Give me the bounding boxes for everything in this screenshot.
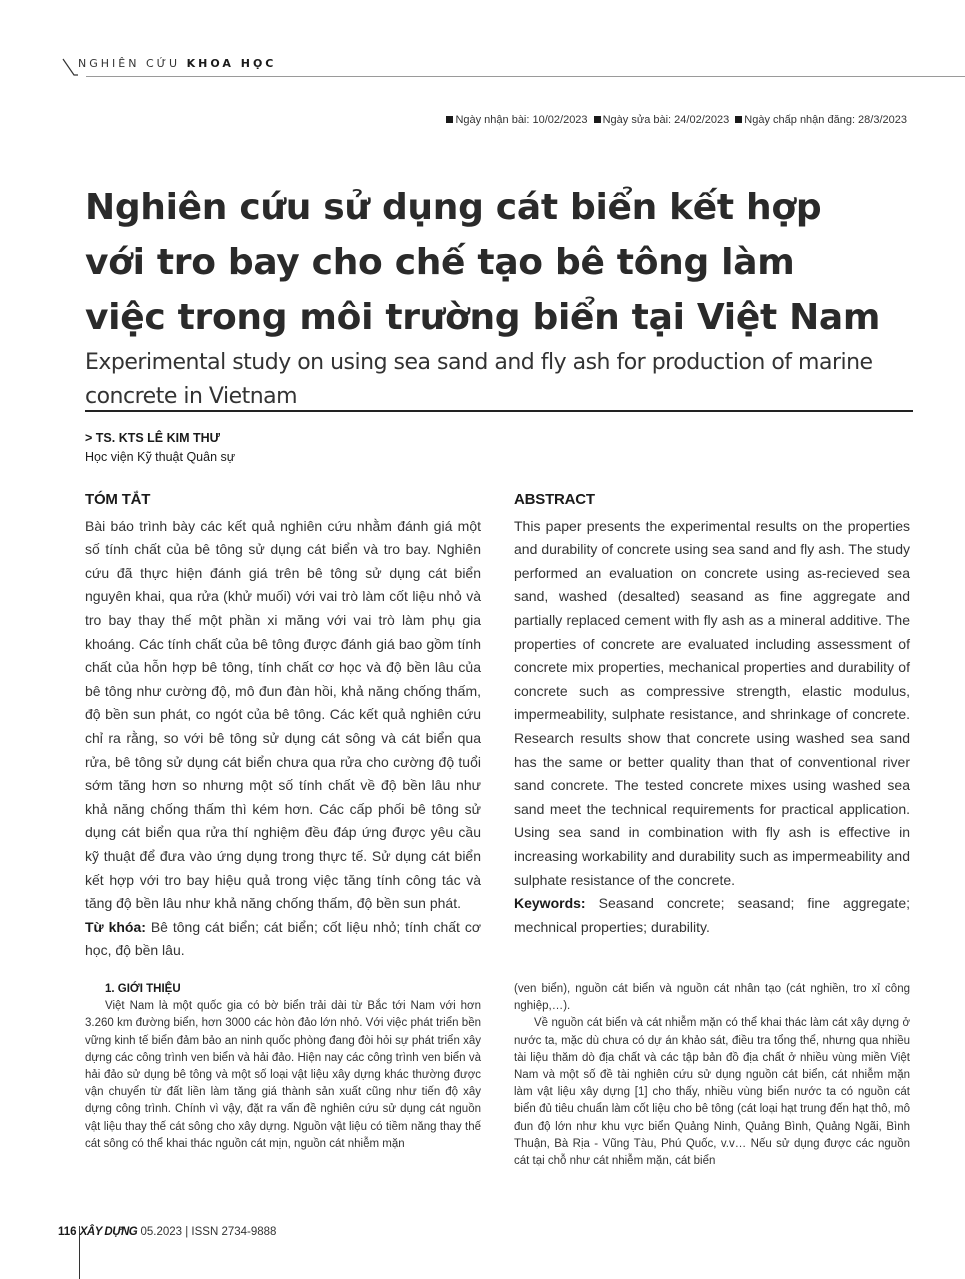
section-heading: 1. GIỚI THIỆU <box>105 983 181 995</box>
keywords-vi-label: Từ khóa: <box>85 918 146 935</box>
section-marker-icon <box>62 58 78 76</box>
abstract-english <box>514 488 910 939</box>
bullet-square-icon <box>446 116 453 123</box>
title-vietnamese: Nghiên cứu sử dụng cát biển kết hợp với tro bay cho chế tạo bê tông làm việc trong môi trường biển tại Việt Nam <box>85 187 881 338</box>
body-paragraph: Việt Nam là một quốc gia có bờ biển trải dài từ Bắc tới Nam với hơn 3.260 km đường biển, hơn 3000 các hòn đảo lớn nhỏ. Với việc phát triển bền vững kinh tế biển đảm bảo an ninh quốc phòng đang đòi hỏi sự phát triển xây dựng các công trình ven biển và hải đảo. Hiện nay các công trình ven biển và hải đảo sử dụng bê tông và một số loại vật liệu xây dựng khác thường được vận chuyển từ đất liền làm tăng giá thành sản xuất cũng như tiến độ xây dựng công trình. Chính vì vậy, đặt ra vấn đề nghiên cứu sử dụng cát nguồn vật liệu thay thế cát sông cho xây dựng. Nguồn vật liệu có tiềm năng thay thế cát sông có thể khai thác nguồn cát mịn, nguồn cát nhiễm mặn <box>85 1000 481 1150</box>
accepted-date: Ngày chấp nhận đăng: 28/3/2023 <box>744 114 907 126</box>
journal-logo: XÂY DỰNG <box>79 1226 138 1238</box>
abstract-vietnamese <box>85 488 481 963</box>
body-paragraph-continued: (ven biển), nguồn cát biển và nguồn cát nhân tạo (cát nghiền, tro xỉ công nghiệp,…). <box>514 983 910 1013</box>
bullet-square-icon <box>735 116 742 123</box>
keywords-en-text: Seasand concrete; seasand; fine aggregate; mechnical properties; durability. <box>514 895 910 935</box>
abstract-en-heading: ABSTRACT <box>514 491 595 508</box>
abstract-vi-text: Bài báo trình bày các kết quả nghiên cứu nhằm đánh giá một số tính chất của bê tông sử dụng cát biển và tro bay. Nghiên cứu đã thực hiện đánh giá trên bê tông sử dụng cát biển nguyên khai, qua rửa (khử muối) với vai trò làm cốt liệu nhỏ và tro bay thay thế một phần xi măng với vai trò làm phụ gia khoáng. Các tính chất của bê tông được đánh giá bao gồm tính chất của hỗn hợp bê tông, tính chất cơ học và độ bền lâu của bê tông như cường độ, mô đun đàn hồi, khả năng chống thấm, độ bền sun phát, co ngót của bê tông. Các kết quả nghiên cứu chỉ ra rằng, so với bê tông sử dụng cát sông và cát biển qua rửa, bê tông sử dụng cát biển chưa qua rửa cho cường độ tuổi sớm tăng hơn so nhưng một số tính chất về độ bền lâu như khả năng chống thấm thì kém hơn. Các cấp phối bê tông sử dụng cát biển qua rửa thí nghiệm đều đáp ứng được yêu cầu kỹ thuật để đưa vào ứng dụng trong thực tế. Sử dụng cát biển kết hợp với tro bay hiệu quả trong việc tăng tính công tác và tăng độ bền lâu như khả năng chống thấm, độ bền sun phát. <box>85 517 481 912</box>
abstract-en-text: This paper presents the experimental results on the properties and durability of concrete using sea sand and fly ash. The study performed an evaluation on concrete using as-recieved sea sand, washed (desalted) seasand as fine aggregate and partially replaced cement with fly ash as a mineral additive. The properties of concrete are evaluated including assessment of concrete mix properties, mechanical properties and durability of concrete such as compressive strength, elastic modulus, impermeability, sulphate resistance, and shrinkage of concrete. Research results show that concrete using washed sea sand has the same or better quality than that of conventional river sand concrete. The tested concrete mixes using washed sea sand meet the technical requirements for practical application. Using sea sand in combination with fly ash is effective in increasing workability and durability such as impermeability and sulphate resistance of the concrete. <box>514 517 910 888</box>
abstract-vi-heading: TÓM TẮT <box>85 491 151 508</box>
article-dates <box>443 114 907 126</box>
keywords-vi-text: Bê tông cát biển; cát biển; cốt liệu nhỏ; tính chất cơ học, độ bền lâu. <box>85 918 481 959</box>
title-english: Experimental study on using sea sand and fly ash for production of marine concrete in Vietnam <box>85 350 873 409</box>
received-date: Ngày nhận bài: 10/02/2023 <box>455 114 588 126</box>
title-rule <box>85 410 913 412</box>
author-affiliation: Học viện Kỹ thuật Quân sự <box>85 450 236 464</box>
revised-date: Ngày sửa bài: 24/02/2023 <box>602 114 730 126</box>
page-number: 116 <box>58 1226 77 1238</box>
header-rule <box>86 76 965 77</box>
author-name: > TS. KTS LÊ KIM THƯ <box>85 431 221 445</box>
keywords-vi <box>85 916 481 963</box>
body-column-right <box>514 981 910 1170</box>
section-label: NGHIÊN CỨU KHOA HỌC <box>78 57 277 70</box>
body-column-left <box>85 981 481 1153</box>
keywords-en-label: Keywords: <box>514 895 586 912</box>
keywords-en <box>514 892 910 939</box>
bullet-square-icon <box>594 116 601 123</box>
issue-info: 05.2023 | ISSN 2734-9888 <box>137 1226 277 1238</box>
body-paragraph: Về nguồn cát biển và cát nhiễm mặn có thể khai thác làm cát xây dựng ở nước ta, mặc dù chưa có dự án khảo sát, điều tra tổng thể, nhưng qua nhiều tài liệu thăm dò địa chất và các tập bản đồ địa chất ở nhiều vùng miền Việt Nam và một số đề tài nghiên cứu sử dụng nguồn cát biển, cát nhiễm mặn làm vật liệu xây dựng [1] cho thấy, nhiều vùng biển nước ta có nguồn cát biển đủ tiêu chuẩn làm cốt liệu cho bê tông (cát loại hạt trung đến hạt thô, mô đun độ lớn như khu vực biển Quảng Ninh, Quảng Bình, Quảng Ngãi, Bình Thuận, Bà Rịa - Vũng Tàu, Phú Quốc, v.v… Nếu sử dụng được các nguồn cát tại chỗ như cát nhiễm mặn, cát biển <box>514 1017 910 1168</box>
footer <box>58 1226 276 1238</box>
